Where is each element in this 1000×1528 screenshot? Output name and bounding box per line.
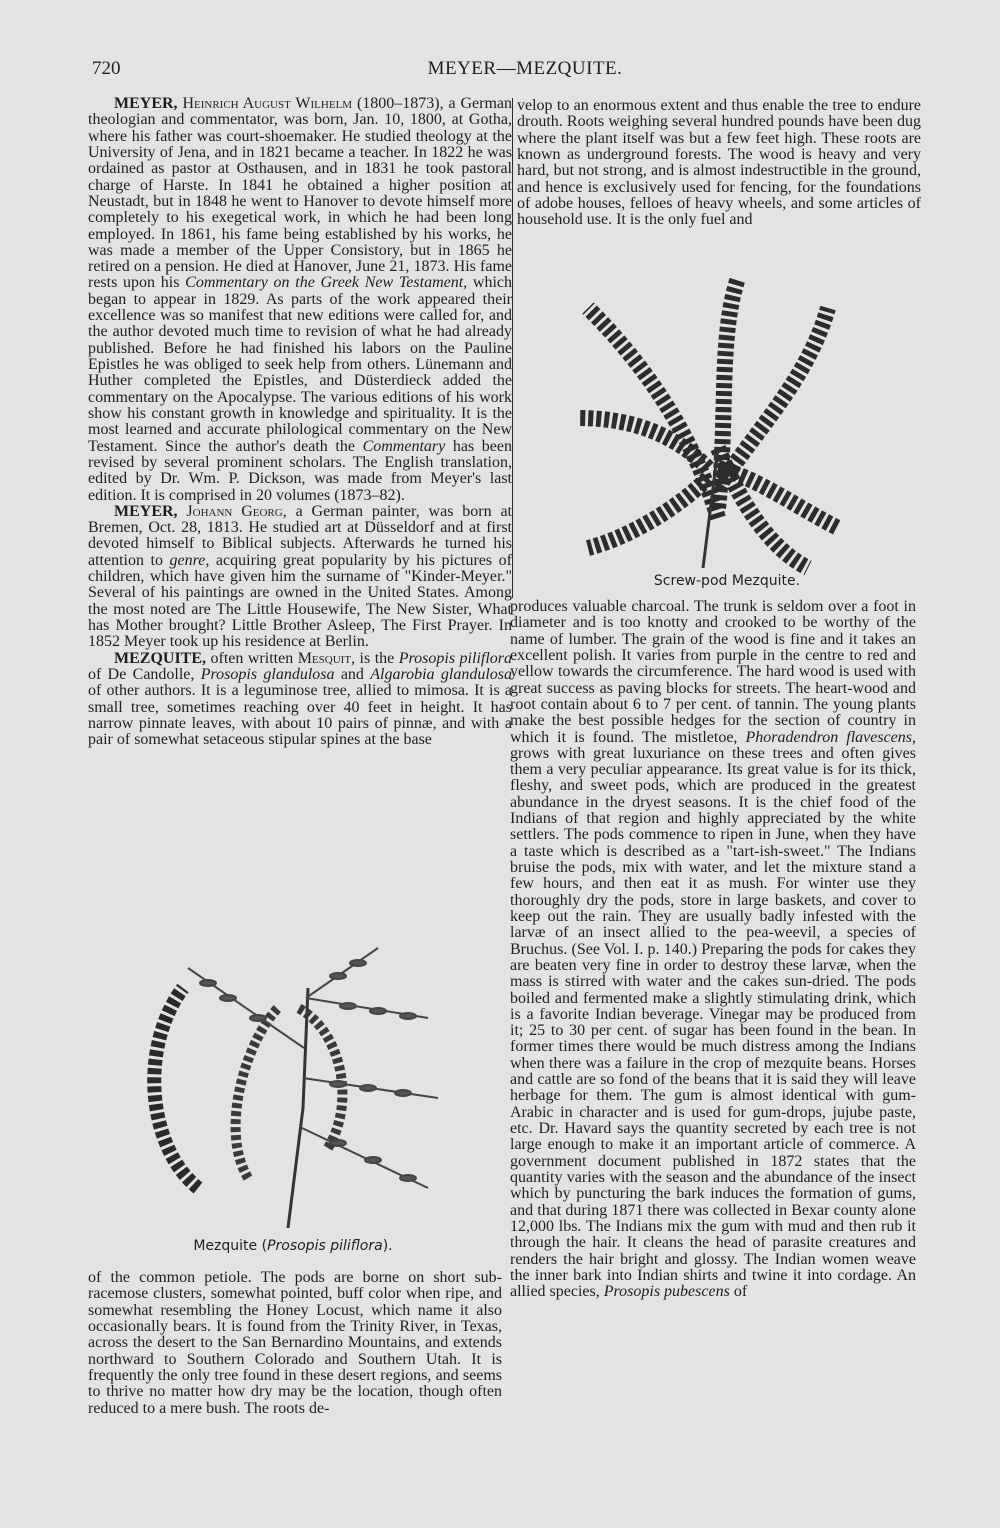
caption-italic: Prosopis piliflora — [267, 1238, 383, 1254]
left-column-bottom — [88, 1270, 502, 1417]
body-text: of — [729, 1283, 748, 1301]
left-column-top — [88, 96, 512, 749]
mezquite-caption — [88, 1238, 498, 1254]
body-text: grows with great luxuriance on these trees and often gives them a very peculiar appearance. Its great value is for its thick, fleshy, and sweet pods, which are produced in the greatest abundance in the dryest seasons. It is the chief food of the Indians of that region and highly appreciated by the white settlers. The pods commence to ripen in June, when they have a taste which is described as a "tart-ish-sweet." The Indians bruise the pods, mix with water, and let the mixture stand a few hours, and then eat it as mush. For winter use they thoroughly dry the pods, store in large baskets, and cover to keep out the rain. They are usually badly infested with the larvæ of an insect allied to the pea-weevil, a species of Bruchus. (See Vol. I. p. 140.) Preparing the pods for cakes they are beaten very fine in order to destroy these larvæ, when the mass is stirred with water and the cakes sun-dried. The pods boiled and fermented make a slightly stimulating drink, which is a favorite Indian beverage. Vinegar may be produced from it; 25 to 30 per cent. of sugar has been found in the bean. In former times there would be much distress among the Indians when there was a failure in the crop of mezquite beans. Horses and cattle are so fond of the beans that it is said they will leave herbage for them. The gum is almost identical with gum-Arabic in character and is used for gum-drops, jujube paste, etc. Dr. Havard says the quantity secreted by each tree is not large enough to make it an important article of commerce. A government document published in 1872 states that the quantity varies with the season and the abundance of the insect which by puncturing the bark induces the formation of gums, and that during 1871 there was collected in Bexar county alone 12,000 lbs. The Indians mix the gum with mud and then rub it through the hair. It cleans the head of parasite creatures and renders the hair bright and glossy. The Indian women weave the inner bark into Indian shirts and twine it into cordage. An allied species, — [510, 744, 916, 1301]
body-text: produces valuable charcoal. The trunk is seldom over a foot in diameter and is too knotty and crooked to be worthy of the name of lumber. The grain of the wood is fine and it takes an excellent polish. It varies from purple in the centre to red and yellow towards the circumference. The hard wood is used with great success as paving blocks for streets. The heart-wood and root contain about 6 to 7 per cent. of tannin. The young plants make the best possible hedges for the section of country in which it is found. The mistletoe, — [510, 598, 916, 746]
entry-text: and — [334, 665, 371, 683]
body-italic: Prosopis pubescens — [603, 1283, 730, 1301]
entry-name: Johann Georg, — [186, 502, 287, 520]
entry-mezquite — [88, 651, 512, 749]
entry-heading: MEYER, — [114, 502, 178, 520]
entry-meyer-johann — [88, 504, 512, 651]
mezquite-continued — [510, 599, 916, 1300]
screwpod-illustration — [568, 268, 858, 580]
entry-italic: Prosopis glandulosa — [200, 665, 335, 683]
screwpod-caption: Screw-pod Mezquite. — [653, 573, 801, 589]
mezquite-continued: velop to an enormous extent and thus enable the tree to endure drouth. Roots weighing several hundred pounds have been dug where the plant itself was but a few feet high. These roots are known as underground forests. The wood is heavy and very hard, but not strong, and is almost indestructible in the ground, and hence is exclusively used for fencing, for the foundations of adobe houses, felloes of heavy wheels, and some articles of household use. It is the only fuel and — [517, 97, 921, 229]
entry-meyer-heinrich — [88, 96, 512, 504]
mezquite-continued: of the common petiole. The pods are borne on short sub-racemose clusters, somewhat pointed, buff color when ripe, and somewhat resembling the Honey Locust, which name it also occasionally bears. It is found from the Trinity River, in Texas, across the desert to the San Bernardino Mountains, and extends northward to Southern Colorado and Southern Utah. It is frequently the only tree found in these desert regions, and seems to thrive no matter how dry may be the location, though often reduced to a mere bush. The roots de- — [88, 1269, 502, 1417]
right-column-bottom — [510, 599, 916, 1300]
entry-italic: genre, — [169, 551, 210, 569]
entry-text: acquiring great popularity by his pictures of children, which have given him the surname of "Kinder-Meyer." Several of his paintings are owned in the United States. Among the most noted are The Little Housewife, The New Sister, What has Mother brought? Little Brother Asleep, The First Prayer. In 1852 Meyer took up his residence at Berlin. — [88, 551, 513, 651]
right-column-top — [517, 98, 921, 229]
entry-text: often written — [206, 649, 298, 667]
running-head: MEYER—MEZQUITE. — [427, 58, 623, 79]
entry-italic: Commentary — [362, 437, 446, 455]
page-number: 720 — [92, 58, 121, 79]
entry-text: which began to appear in 1829. As parts of the work appeared their excellence was so manifest that new editions were called for, and the author devoted much time to revision of what he had already published. Before he had finished his labors on the Pauline Epistles he was obliged to seek help from others. Lünemann and Huther completed the Epistles, and Düsterdieck added the commentary on the Apocalypse. The various editions of his work show his constant growth in knowledge and spirituality. It is the most learned and accurate philological commentary on the New Testament. Since the author's death the — [88, 274, 513, 455]
entry-italic: Prosopis piliflora — [398, 649, 513, 667]
entry-name: Heinrich August Wilhelm — [182, 95, 353, 112]
mezquite-illustration — [128, 928, 478, 1234]
entry-text: has been revised by several prominent scholars. The English translation, edited by Dr. Wm. P. Dickson, was made from Meyer's last edition. It is comprised in 20 volumes (1873–82). — [88, 437, 513, 504]
entry-text: of other authors. It is a leguminose tree, allied to mimosa. It is a small tree, sometimes reaching over 40 feet in height. It has narrow pinnate leaves, with about 10 pairs of pinnæ, and with a pair of somewhat setaceous stipular spines at the base — [88, 682, 512, 749]
entry-text: a German painter, was born at Bremen, Oct. 28, 1813. He studied art at Düsseldorf and at first devoted himself to Biblical subjects. Afterwards he turned his attention to — [88, 502, 512, 569]
entry-heading: MEZQUITE, — [114, 649, 207, 667]
entry-italic: Algarobia glandulosa — [370, 665, 512, 683]
caption-text: Mezquite ( — [193, 1238, 268, 1254]
entry-name: Mesquit, — [297, 649, 356, 667]
body-italic: Phoradendron flavescens, — [745, 728, 917, 746]
entry-text: (1800–1873), a German theologian and commentator, was born, Jan. 10, 1800, at Gotha, where his father was court-shoemaker. He studied theology at the University of Jena, and in 1821 became a teacher. In 1822 he was ordained as pastor at Osthausen, and in 1831 he took pastoral charge of Harste. In 1841 he obtained a higher position at Neustadt, but in 1848 he went to Hanover to devote himself more completely to his exegetical work, in which he had been long employed. In 1861, his fame being established by his works, he was made a member of the Upper Consistory, but in 1865 he retired on a pension. He died at Hanover, June 21, 1873. His fame rests upon his — [88, 95, 513, 292]
caption-text: ). — [382, 1238, 393, 1254]
entry-text: of De Candolle, — [88, 665, 201, 683]
entry-italic: Commentary on the Greek New Testament, — [185, 274, 468, 292]
column-rule — [512, 98, 513, 598]
entry-heading: MEYER, — [114, 95, 178, 112]
page-header — [0, 58, 1000, 88]
entry-text: is the — [355, 649, 399, 667]
